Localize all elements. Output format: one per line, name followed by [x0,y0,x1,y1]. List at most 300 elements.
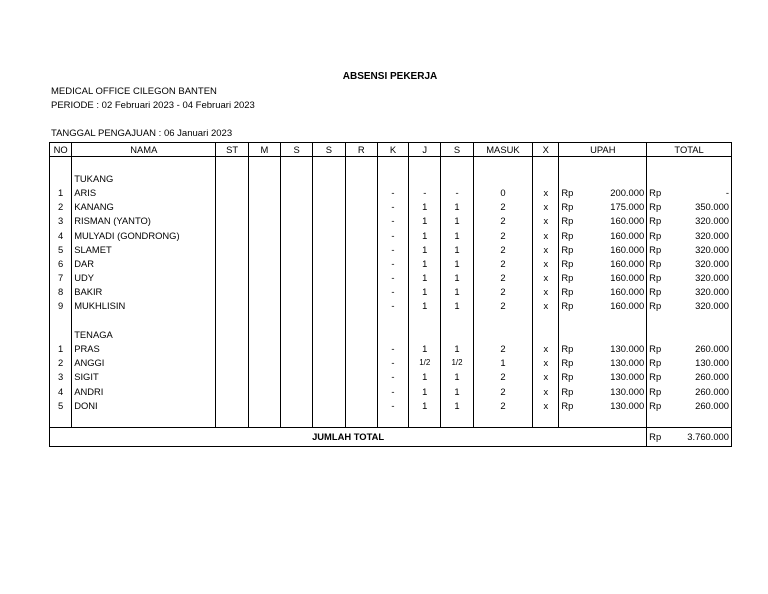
cell-s: 1 [441,384,473,398]
cell-day [281,356,313,370]
cell-day [216,285,248,299]
cell-day [248,242,280,256]
empty-cell [345,157,377,172]
empty-cell [313,327,345,341]
empty-cell [669,412,732,427]
cell-no: 5 [50,242,72,256]
cell-day [345,242,377,256]
cell-j: 1 [409,228,441,242]
empty-cell [669,171,732,185]
group-header-row [50,327,732,341]
cell-total: 260.000 [669,341,732,355]
cell-day [345,370,377,384]
spacer-row [50,313,732,327]
cell-total: 260.000 [669,370,732,384]
cell-x: x [533,200,559,214]
cell-no: 9 [50,299,72,313]
empty-cell [281,313,313,327]
cell-no: 6 [50,256,72,270]
empty-cell [579,157,647,172]
empty-cell [216,313,248,327]
cell-upah-currency: Rp [559,271,579,285]
cell-total: 320.000 [669,228,732,242]
cell-masuk: 2 [473,228,533,242]
cell-upah: 160.000 [579,214,647,228]
cell-day [313,299,345,313]
cell-total: 350.000 [669,200,732,214]
empty-cell [377,171,408,185]
cell-total: 320.000 [669,214,732,228]
cell-upah-currency: Rp [559,214,579,228]
cell-day [248,214,280,228]
cell-total: 130.000 [669,356,732,370]
cell-day [216,384,248,398]
empty-cell [345,327,377,341]
cell-nama: MULYADI (GONDRONG) [72,228,216,242]
empty-cell [669,327,732,341]
table-row [50,256,732,270]
cell-nama: SIGIT [72,370,216,384]
cell-j: 1 [409,341,441,355]
attendance-table [49,142,732,447]
cell-day [281,242,313,256]
empty-cell [559,171,579,185]
cell-day [313,256,345,270]
cell-x: x [533,214,559,228]
cell-masuk: 2 [473,242,533,256]
cell-no: 3 [50,214,72,228]
cell-day [313,370,345,384]
table-row [50,384,732,398]
empty-cell [409,412,441,427]
col-header-upah: UPAH [559,143,647,157]
cell-masuk: 2 [473,398,533,412]
cell-masuk: 2 [473,256,533,270]
cell-j: 1 [409,299,441,313]
cell-s: - [441,185,473,199]
empty-cell [248,327,280,341]
empty-cell [647,313,669,327]
cell-masuk: 2 [473,341,533,355]
col-header-no: NO [50,143,72,157]
cell-day [248,398,280,412]
cell-day [313,285,345,299]
cell-no: 4 [50,384,72,398]
cell-day [281,285,313,299]
cell-day [281,398,313,412]
cell-s: 1 [441,256,473,270]
cell-s: 1 [441,285,473,299]
cell-total: - [669,185,732,199]
cell-day [248,370,280,384]
cell-day [248,384,280,398]
cell-no: 4 [50,228,72,242]
cell-nama: RISMAN (YANTO) [72,214,216,228]
col-header-nama: NAMA [72,143,216,157]
cell-day [216,256,248,270]
cell-total-currency: Rp [647,200,669,214]
cell-s: 1 [441,299,473,313]
cell-upah: 130.000 [579,341,647,355]
cell-day [281,185,313,199]
cell-nama: ANGGI [72,356,216,370]
group-title: TUKANG [72,171,216,185]
cell-day [345,299,377,313]
cell-total: 260.000 [669,384,732,398]
cell-total-currency: Rp [647,341,669,355]
col-header-s3: S [441,143,473,157]
cell-masuk: 2 [473,370,533,384]
cell-day [313,356,345,370]
cell-day [313,384,345,398]
page-title: ABSENSI PEKERJA [342,71,438,82]
cell-day [313,341,345,355]
cell-j: 1 [409,370,441,384]
cell-day [216,242,248,256]
cell-upah: 175.000 [579,200,647,214]
cell-j: 1 [409,398,441,412]
empty-cell [473,412,533,427]
cell-k: - [377,256,408,270]
cell-total: 320.000 [669,242,732,256]
empty-cell [579,327,647,341]
empty-cell [72,412,216,427]
table-row [50,370,732,384]
cell-s: 1 [441,341,473,355]
empty-cell [313,171,345,185]
col-header-k: K [377,143,408,157]
cell-s: 1 [441,242,473,256]
cell-j: 1 [409,200,441,214]
cell-total-currency: Rp [647,242,669,256]
empty-cell [377,157,408,172]
cell-j: 1/2 [409,356,441,370]
empty-cell [669,313,732,327]
cell-upah: 160.000 [579,256,647,270]
cell-masuk: 2 [473,285,533,299]
cell-x: x [533,299,559,313]
empty-cell [50,313,72,327]
empty-cell [441,171,473,185]
cell-x: x [533,285,559,299]
empty-cell [281,171,313,185]
empty-cell [533,171,559,185]
cell-no: 7 [50,271,72,285]
cell-day [281,200,313,214]
cell-k: - [377,242,408,256]
cell-nama: MUKHLISIN [72,299,216,313]
grand-total-currency: Rp [647,427,669,446]
cell-day [216,299,248,313]
cell-masuk: 2 [473,299,533,313]
empty-cell [559,157,579,172]
empty-cell [473,171,533,185]
cell-day [248,228,280,242]
empty-cell [216,171,248,185]
cell-day [345,200,377,214]
empty-cell [409,157,441,172]
cell-day [281,341,313,355]
cell-day [216,185,248,199]
cell-day [248,200,280,214]
cell-day [345,185,377,199]
cell-upah-currency: Rp [559,256,579,270]
empty-cell [579,171,647,185]
cell-day [281,228,313,242]
empty-cell [248,412,280,427]
cell-upah-currency: Rp [559,185,579,199]
cell-total-currency: Rp [647,285,669,299]
cell-nama: DONI [72,398,216,412]
cell-k: - [377,285,408,299]
empty-cell [533,412,559,427]
cell-nama: PRAS [72,341,216,355]
cell-nama: UDY [72,271,216,285]
cell-no: 1 [50,341,72,355]
cell-upah: 160.000 [579,271,647,285]
cell-masuk: 2 [473,271,533,285]
empty-cell [559,412,579,427]
cell-day [313,214,345,228]
empty-cell [345,171,377,185]
office-name: MEDICAL OFFICE CILEGON BANTEN [51,86,217,97]
empty-cell [409,327,441,341]
cell-day [216,398,248,412]
cell-total-currency: Rp [647,398,669,412]
cell-total: 320.000 [669,271,732,285]
cell-total-currency: Rp [647,370,669,384]
cell-x: x [533,370,559,384]
table-row [50,299,732,313]
cell-k: - [377,299,408,313]
cell-x: x [533,356,559,370]
cell-total-currency: Rp [647,256,669,270]
cell-masuk: 2 [473,214,533,228]
cell-nama: ARIS [72,185,216,199]
cell-s: 1 [441,398,473,412]
cell-upah-currency: Rp [559,384,579,398]
cell-x: x [533,384,559,398]
cell-upah: 130.000 [579,384,647,398]
empty-cell [409,313,441,327]
cell-day [248,285,280,299]
cell-no: 2 [50,200,72,214]
empty-cell [313,412,345,427]
cell-day [281,271,313,285]
cell-s: 1 [441,228,473,242]
cell-day [216,228,248,242]
col-header-m: M [248,143,280,157]
submission-date: TANGGAL PENGAJUAN : 06 Januari 2023 [51,128,233,139]
cell-x: x [533,256,559,270]
cell-upah: 130.000 [579,356,647,370]
empty-cell [441,313,473,327]
cell-upah-currency: Rp [559,341,579,355]
cell-total-currency: Rp [647,228,669,242]
col-header-s2: S [313,143,345,157]
col-header-x: X [533,143,559,157]
cell-nama: BAKIR [72,285,216,299]
cell-j: 1 [409,285,441,299]
cell-upah: 160.000 [579,228,647,242]
cell-masuk: 0 [473,185,533,199]
cell-day [313,228,345,242]
empty-cell [533,157,559,172]
cell-j: 1 [409,384,441,398]
empty-cell [313,157,345,172]
header-row [50,143,732,157]
cell-no: 8 [50,285,72,299]
col-header-r: R [345,143,377,157]
empty-cell [533,313,559,327]
empty-cell [248,171,280,185]
cell-k: - [377,271,408,285]
spacer-row [50,412,732,427]
cell-k: - [377,370,408,384]
cell-nama: DAR [72,256,216,270]
cell-upah-currency: Rp [559,228,579,242]
cell-upah-currency: Rp [559,356,579,370]
empty-cell [559,327,579,341]
cell-upah-currency: Rp [559,285,579,299]
table-row [50,271,732,285]
empty-cell [647,171,669,185]
cell-no: 3 [50,370,72,384]
empty-cell [248,313,280,327]
cell-x: x [533,242,559,256]
cell-day [345,271,377,285]
table-row [50,185,732,199]
table-row [50,200,732,214]
empty-cell [281,327,313,341]
empty-cell [579,412,647,427]
empty-cell [647,157,669,172]
cell-day [216,356,248,370]
cell-s: 1 [441,200,473,214]
cell-total: 260.000 [669,398,732,412]
cell-upah: 160.000 [579,299,647,313]
table-row [50,398,732,412]
cell-day [216,341,248,355]
empty-cell [50,171,72,185]
col-header-masuk: MASUK [473,143,533,157]
cell-k: - [377,341,408,355]
cell-s: 1 [441,271,473,285]
cell-upah: 200.000 [579,185,647,199]
cell-day [281,384,313,398]
cell-day [248,356,280,370]
cell-k: - [377,214,408,228]
empty-cell [377,412,408,427]
cell-s: 1 [441,370,473,384]
cell-nama: SLAMET [72,242,216,256]
cell-day [345,228,377,242]
cell-total-currency: Rp [647,185,669,199]
empty-cell [579,313,647,327]
cell-upah-currency: Rp [559,398,579,412]
cell-total-currency: Rp [647,384,669,398]
cell-k: - [377,356,408,370]
cell-upah-currency: Rp [559,370,579,384]
cell-day [345,285,377,299]
empty-cell [473,313,533,327]
cell-day [313,271,345,285]
cell-no: 1 [50,185,72,199]
cell-day [281,214,313,228]
empty-cell [377,327,408,341]
cell-day [345,356,377,370]
cell-x: x [533,185,559,199]
empty-cell [559,313,579,327]
period-text: PERIODE : 02 Februari 2023 - 04 Februari 2023 [51,100,255,111]
cell-day [281,299,313,313]
cell-k: - [377,185,408,199]
empty-cell [50,327,72,341]
grand-total-label: JUMLAH TOTAL [50,427,647,446]
cell-j: 1 [409,256,441,270]
cell-j: 1 [409,271,441,285]
cell-j: 1 [409,214,441,228]
cell-day [345,398,377,412]
cell-x: x [533,341,559,355]
empty-cell [409,171,441,185]
cell-upah-currency: Rp [559,299,579,313]
empty-cell [441,157,473,172]
cell-day [216,271,248,285]
cell-day [313,185,345,199]
empty-cell [248,157,280,172]
cell-k: - [377,384,408,398]
empty-cell [647,327,669,341]
cell-total-currency: Rp [647,356,669,370]
grand-total-value: 3.760.000 [669,427,732,446]
table-row [50,285,732,299]
cell-total: 320.000 [669,285,732,299]
cell-day [248,185,280,199]
empty-cell [377,313,408,327]
col-header-st: ST [216,143,248,157]
table-row [50,214,732,228]
cell-day [248,299,280,313]
empty-cell [72,157,216,172]
empty-cell [216,157,248,172]
table-row [50,228,732,242]
cell-upah-currency: Rp [559,242,579,256]
empty-cell [669,157,732,172]
empty-cell [473,327,533,341]
table-row [50,242,732,256]
group-header-row [50,171,732,185]
cell-masuk: 2 [473,200,533,214]
cell-s: 1 [441,214,473,228]
table-body [50,157,732,447]
cell-total-currency: Rp [647,271,669,285]
cell-day [216,370,248,384]
col-header-s1: S [281,143,313,157]
cell-day [248,271,280,285]
cell-x: x [533,398,559,412]
empty-cell [50,412,72,427]
cell-total: 320.000 [669,256,732,270]
empty-cell [72,313,216,327]
cell-day [248,341,280,355]
cell-day [345,384,377,398]
empty-cell [345,313,377,327]
empty-cell [473,157,533,172]
total-row [50,427,732,446]
cell-day [281,256,313,270]
col-header-j: J [409,143,441,157]
